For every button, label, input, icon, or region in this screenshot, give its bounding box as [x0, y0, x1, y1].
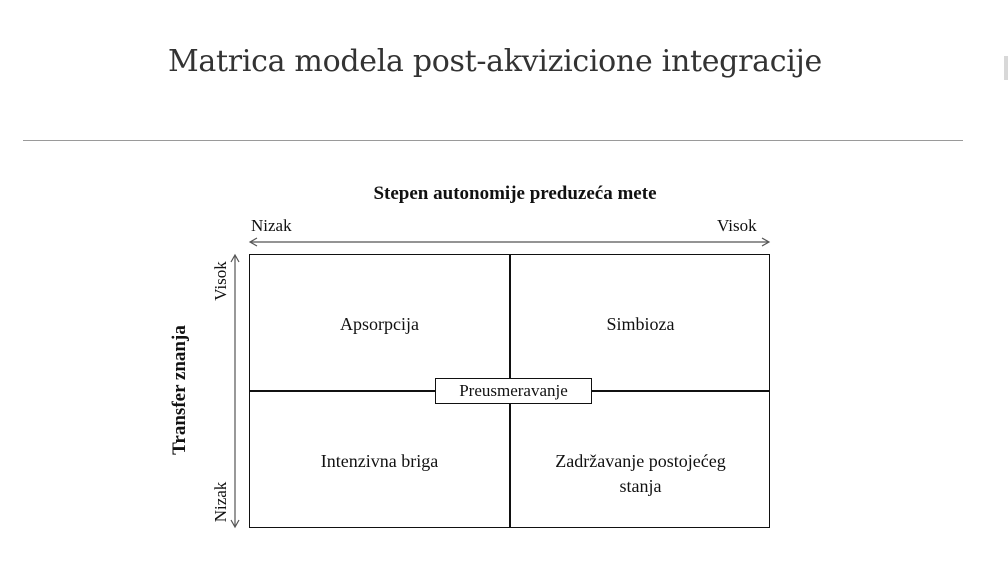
- quadrant-bottom-right-line1: Zadržavanje postojećeg: [555, 451, 726, 471]
- quadrant-bottom-left: Intenzivna briga: [320, 451, 439, 471]
- slide-title: Matrica modela post-akvizicione integracije: [168, 44, 822, 79]
- center-label: Preusmeravanje: [435, 378, 592, 404]
- y-axis-title: Transfer znanja: [169, 325, 190, 455]
- x-axis-arrow: [250, 238, 769, 246]
- y-axis-arrow: [231, 255, 239, 527]
- quadrant-bottom-right: [511, 449, 770, 499]
- quadrant-top-left: Apsorpcija: [340, 314, 419, 334]
- x-axis-high-label: Visok: [717, 216, 757, 235]
- x-axis-low-label: Nizak: [251, 216, 292, 235]
- y-axis-low-label: Nizak: [211, 481, 230, 523]
- x-axis-title: Stepen autonomije preduzeća mete: [373, 183, 657, 204]
- quadrant-bottom-right-line2: stanja: [619, 476, 662, 496]
- y-axis-high-label: Visok: [211, 261, 230, 301]
- quadrant-top-right: Simbioza: [606, 314, 675, 334]
